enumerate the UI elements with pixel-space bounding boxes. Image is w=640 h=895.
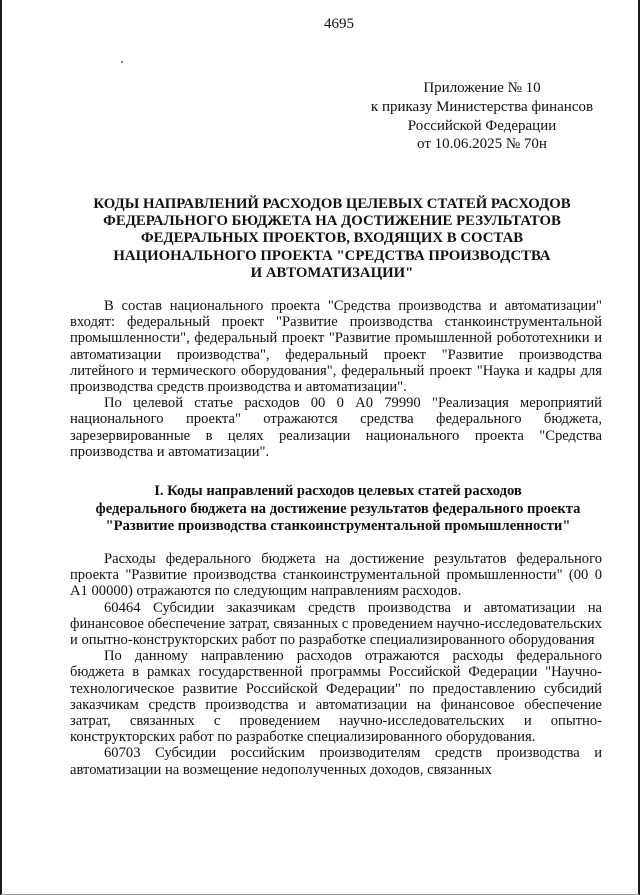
section-1-body (70, 551, 602, 778)
section-title-line: федерального бюджета на достижение результатов федерального проекта (95, 500, 581, 517)
title-line: НАЦИОНАЛЬНОГО ПРОЕКТА "СРЕДСТВА ПРОИЗВОДСТВА (113, 247, 551, 264)
intro-paragraph: По целевой статье расходов 00 0 А0 79990 "Реализация мероприятий национального проекта" отражаются средства федерального бюджета, зарезервированные в целях реализации национального проекта "Средства производства и автоматизации". (70, 395, 602, 460)
appendix-number: Приложение № 10 (423, 80, 541, 96)
page-number: 4695 (324, 16, 354, 32)
title-line: КОДЫ НАПРАВЛЕНИЙ РАСХОДОВ ЦЕЛЕВЫХ СТАТЕЙ РАСХОДОВ (93, 196, 571, 212)
intro-block (70, 298, 602, 460)
title-line: И АВТОМАТИЗАЦИИ" (250, 264, 414, 281)
section-paragraph: По данному направлению расходов отражаются расходы федерального бюджета в рамках государственной программы Российской Федерации "Научно-технологическое развитие Российской Федерации" по предоставлению субсидий заказчикам средств производства и автоматизации на финансовое обеспечение затрат, связанных с проведением научно-исследовательских и опытно-конструкторских работ по разработке специализированного оборудования. (70, 648, 602, 746)
title-line: ФЕДЕРАЛЬНЫХ ПРОЕКТОВ, ВХОДЯЩИХ В СОСТАВ (140, 230, 524, 247)
intro-paragraph: В состав национального проекта "Средства производства и автоматизации" входят: федеральный проект "Развитие производства станкоинструментальной промышленности", федеральный проект "Развитие промышленной робототехники и автоматизации производства", федеральный проект "Развитие производства литейного и термического оборудования", федеральный проект "Наука и кадры для производства средств производства и автоматизации". (70, 298, 602, 396)
scan-speck (121, 61, 123, 63)
expense-code-60703: 60703 Субсидии российским производителям средств производства и автоматизации на возмещение недополученных доходов, связанных (70, 745, 602, 778)
document-title (62, 196, 602, 282)
appendix-header (362, 79, 602, 154)
section-title-line: I. Коды направлений расходов целевых статей расходов (154, 483, 522, 499)
appendix-authority: Российской Федерации (407, 117, 557, 134)
section-1-title (62, 483, 614, 536)
title-line: ФЕДЕРАЛЬНОГО БЮДЖЕТА НА ДОСТИЖЕНИЕ РЕЗУЛЬТАТОВ (103, 213, 561, 230)
appendix-order: к приказу Министерства финансов (370, 98, 594, 115)
section-paragraph: Расходы федерального бюджета на достижение результатов федерального проекта "Развитие производства станкоинструментальной промышленности" (00 0 А1 00000) отражаются по следующим направлениям расходов. (70, 551, 602, 600)
section-title-line: "Развитие производства станкоинструментальной промышленности" (105, 518, 571, 534)
expense-code-60464: 60464 Субсидии заказчикам средств производства и автоматизации на финансовое обеспечение затрат, связанных с проведением научно-исследовательских и опытно-конструкторских работ по разработке специализированного оборудования (70, 599, 602, 649)
appendix-date: от 10.06.2025 № 70н (417, 136, 547, 153)
